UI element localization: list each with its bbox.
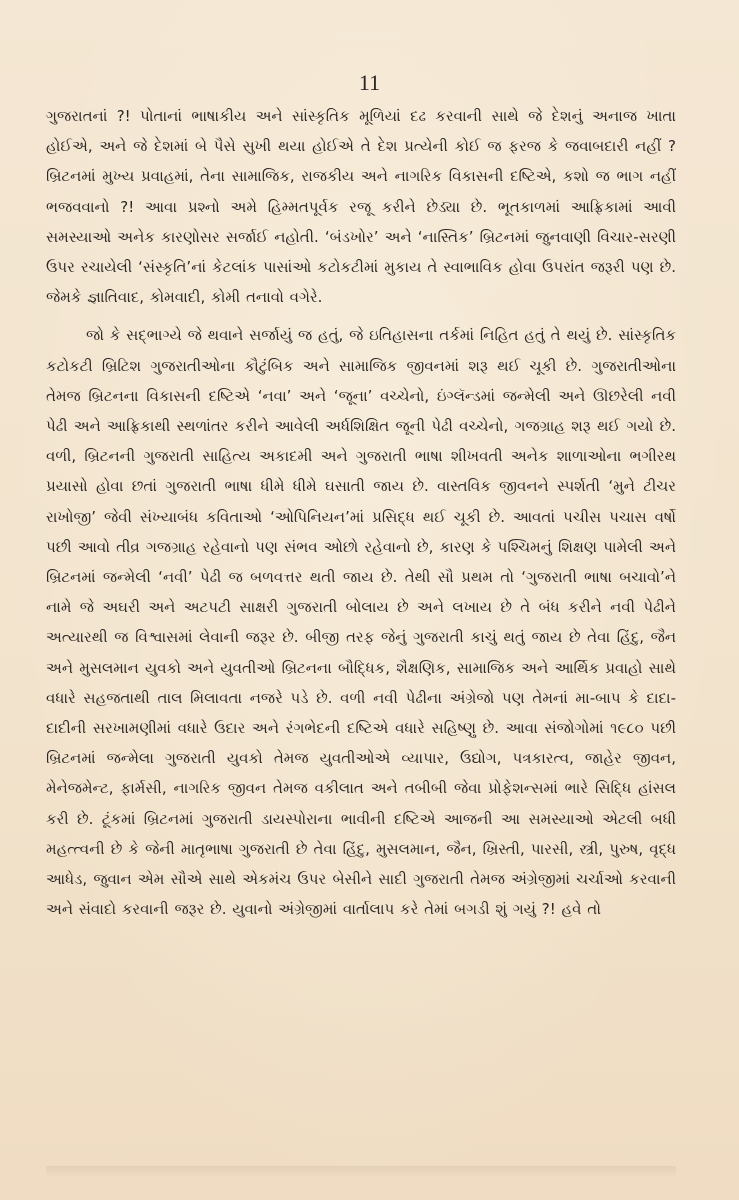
page-number: 11 bbox=[358, 70, 381, 95]
body-text bbox=[46, 101, 676, 924]
paragraph-2: જો કે સદ્ભાગ્યે જે થવાને સર્જાયું જ હતું, જે ઇતિહાસના તર્કમાં નિહિત હતું તે થયું છે. સાંસ્કૃતિક કટોકટી બ્રિટિશ ગુજરાતીઓના કૌટુંબિક અને સામાજિક જીવનમાં શરૂ થઈ ચૂકી છે. ગુજરાતીઓના તેમજ બ્રિટનના વિકાસની દષ્ટિએ ‘નવા’ અને ‘જૂના’ વચ્ચેનો, ઇંગ્લૅન્ડમાં જન્મેલી અને ઊછરેલી નવી પેઢી અને આફ્રિકાથી સ્થળાંતર કરીને આવેલી અર્ધશિક્ષિત જૂની પેઢી વચ્ચેનો, ગજગ્રાહ શરૂ થઈ ગયો છે. વળી, બ્રિટનની ગુજરાતી સાહિત્ય અકાદમી અને ગુજરાતી ભાષા શીખવતી અનેક શાળાઓના ભગીરથ પ્રયાસો હોવા છતાં ગુજરાતી ભાષા ધીમે ધીમે ઘસાતી જાય છે. વાસ્તવિક જીવનને સ્પર્શતી ‘મુને ટીચર રાખોજી’ જેવી સંખ્યાબંધ કવિતાઓ ‘ઓપિનિયન’માં પ્રસિદ્ધ થઈ ચૂકી છે. આવતાં પચીસ પચાસ વર્ષો પછી આવો તીવ્ર ગજગ્રાહ રહેવાનો પણ સંભવ ઓછો રહેવાનો છે, કારણ કે પશ્ચિમનું શિક્ષણ પામેલી અને બ્રિટનમાં જન્મેલી ‘નવી’ પેઢી જ બળવત્તર થતી જાય છે. તેથી સૌ પ્રથમ તો ‘ગુજરાતી ભાષા બચાવો’ને નામે જે અઘરી અને અટપટી સાક્ષરી ગુજરાતી બોલાય છે અને લખાય છે તે બંધ કરીને નવી પેઢીને અત્યારથી જ વિશ્વાસમાં લેવાની જરૂર છે. બીજી તરફ જેનું ગુજરાતી કાચું થતું જાય છે તેવા હિંદુ, જૈન અને મુસલમાન યુવકો અને યુવતીઓ બ્રિટનના બૌદ્ધિક, શૈક્ષણિક, સામાજિક અને આર્થિક પ્રવાહો સાથે વધારે સહજતાથી તાલ મિલાવતા નજરે પડે છે. વળી નવી પેઢીના અંગ્રેજો પણ તેમનાં મા-બાપ કે દાદા-દાદીની સરખામણીમાં વધારે ઉદાર અને રંગભેદની દષ્ટિએ વધારે સહિષ્ણુ છે. આવા સંજોગોમાં ૧૯૮૦ પછી બ્રિટનમાં જન્મેલા ગુજરાતી યુવકો તેમજ યુવતીઓએ વ્યાપાર, ઉદ્યોગ, પત્રકારત્વ, જાહેર જીવન, મેનેજમેન્ટ, ફાર્મસી, નાગરિક જીવન તેમજ વકીલાત અને તબીબી જેવા પ્રોફેશન્સમાં ભારે સિદ્ધિ હાંસલ કરી છે. ટૂંકમાં બ્રિટનમાં ગુજરાતી ડાયસ્પોરાના ભાવીની દષ્ટિએ આજની આ સમસ્યાઓ એટલી બધી મહત્ત્વની છે કે જેની માતૃભાષા ગુજરાતી છે તેવા હિંદુ, મુસલમાન, જૈન, ખ્રિસ્તી, પારસી, સ્ત્રી, પુરુષ, વૃદ્ધ આધેડ, જુવાન એમ સૌએ સાથે એકમંચ ઉપર બેસીને સાદી ગુજરાતી તેમજ અંગ્રેજીમાં ચર્ચાઓ કરવાની અને સંવાદો કરવાની જરૂર છે. યુવાનો અંગ્રેજીમાં વાર્તાલાપ કરે તેમાં બગડી શું ગયું ?! હવે તો bbox=[46, 326, 676, 919]
page-bottom-shadow bbox=[46, 1166, 676, 1178]
paragraph-1: ગુજરાતનાં ?! પોતાનાં ભાષાકીય અને સાંસ્કૃતિક મૂળિયાં દઢ કરવાની સાથે જે દેશનું અનાજ ખાતા હોઈએ, અને જે દેશમાં બે પૈસે સુખી થયા હોઈએ તે દેશ પ્રત્યેની કોઈ જ ફરજ કે જવાબદારી નહીં ? બ્રિટનમાં મુખ્ય પ્રવાહમાં, તેના સામાજિક, રાજકીય અને નાગરિક વિકાસની દષ્ટિએ, કશો જ ભાગ નહીં ભજવવાનો ?! આવા પ્રશ્નો અમે હિમ્મતપૂર્વક રજૂ કરીને છેડ્યા છે. ભૂતકાળમાં આફ્રિકામાં આવી સમસ્યાઓ અનેક કારણોસર સર્જાઈ નહોતી. ‘બંડખોર’ અને ‘નાસ્તિક’ બ્રિટનમાં જુનવાણી વિચાર-સરણી ઉપર રચાયેલી ‘સંસ્કૃતિ’નાં કેટલાંક પાસાંઓ કટોકટીમાં મુકાય તે સ્વાભાવિક હોવા ઉપરાંત જરૂરી પણ છે. જેમકે જ્ઞાતિવાદ, કોમવાદી, કોમી તનાવો વગેરે. bbox=[46, 107, 676, 307]
